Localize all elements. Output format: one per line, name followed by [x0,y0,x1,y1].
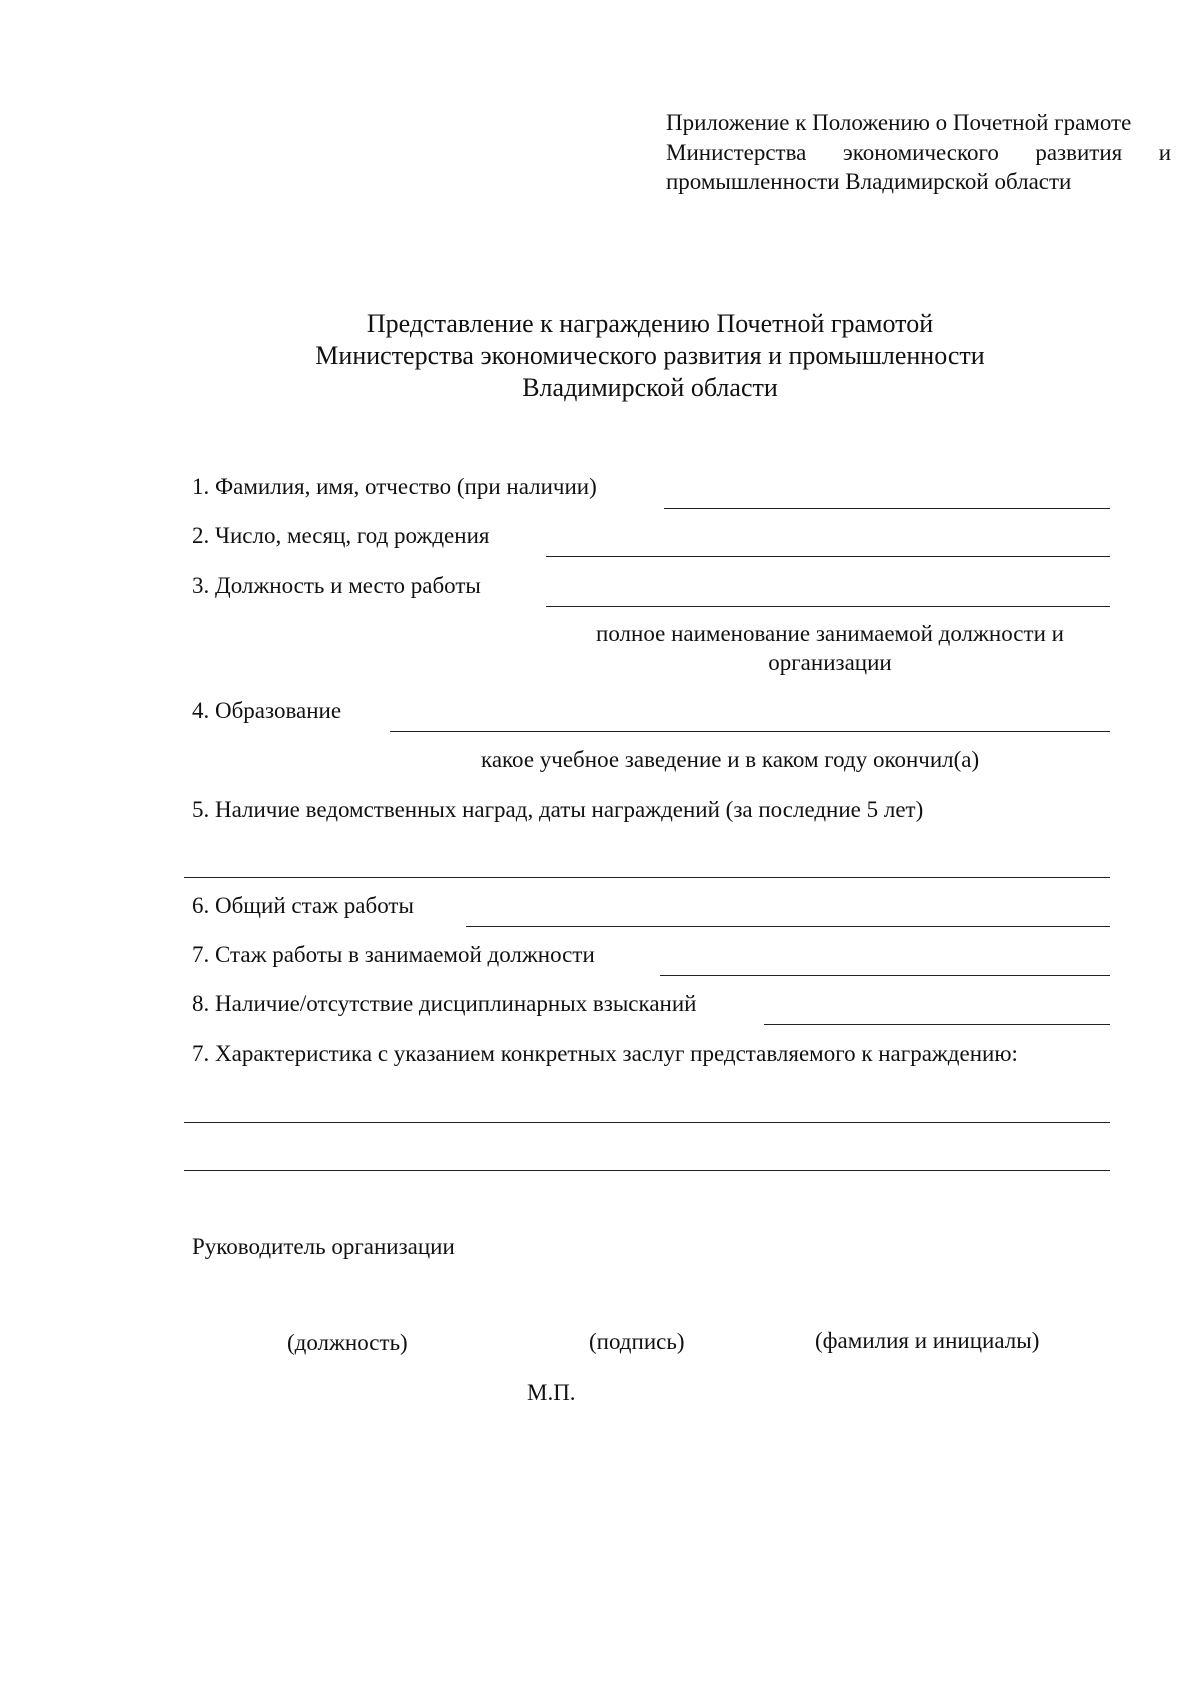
form-item-awards: 5. Наличие ведомственных наград, даты награждений (за последние 5 лет) [192,797,924,822]
position-field-hint-line-2: организации [768,650,892,675]
position-experience-field-line[interactable] [660,975,1110,976]
stamp-place-label: М.П. [527,1380,576,1405]
head-of-organization-label: Руководитель организации [192,1234,455,1259]
appendix-word: и [1158,140,1171,165]
appendix-line-2 [666,141,1171,164]
characteristics-field-line-1[interactable] [184,1122,1110,1123]
appendix-word: развития [1035,140,1123,165]
education-field-hint: какое учебное заведение и в каком году окончил(а) [481,747,980,772]
form-item-position-experience: 7. Стаж работы в занимаемой должности [192,942,595,967]
form-item-characteristics: 7. Характеристика с указанием конкретных заслуг представляемого к награждению: [192,1041,1018,1066]
document-title-line-1: Представление к награждению Почетной грамотой [366,309,934,338]
document-title-line-2: Министерства экономического развития и промышленности [315,341,985,370]
education-field-line[interactable] [390,731,1110,732]
position-signature-label: (должность) [287,1330,408,1355]
form-item-education: 4. Образование [192,698,342,723]
document-title-line-3: Владимирской области [522,373,778,402]
full-name-field-line[interactable] [664,508,1110,509]
position-field-hint-line-1: полное наименование занимаемой должности и [596,621,1064,646]
signature-label: (подпись) [589,1329,685,1354]
appendix-line-3: промышленности Владимирской области [666,169,1072,194]
total-experience-field-line[interactable] [466,926,1110,927]
birth-date-field-line[interactable] [546,556,1110,557]
form-item-full-name: 1. Фамилия, имя, отчество (при наличии) [192,474,597,499]
appendix-word: Министерства [666,140,807,165]
characteristics-field-line-2[interactable] [184,1170,1110,1171]
appendix-line-1: Приложение к Положению о Почетной грамоте [666,110,1132,135]
surname-initials-label: (фамилия и инициалы) [815,1328,1040,1353]
form-item-position: 3. Должность и место работы [192,573,481,598]
form-item-disciplinary: 8. Наличие/отсутствие дисциплинарных взысканий [192,991,697,1016]
form-item-birth-date: 2. Число, месяц, год рождения [192,523,490,548]
appendix-word: экономического [842,140,999,165]
disciplinary-field-line[interactable] [764,1024,1110,1025]
form-item-total-experience: 6. Общий стаж работы [192,893,414,918]
awards-field-line[interactable] [184,877,1110,878]
position-field-line[interactable] [546,606,1110,607]
